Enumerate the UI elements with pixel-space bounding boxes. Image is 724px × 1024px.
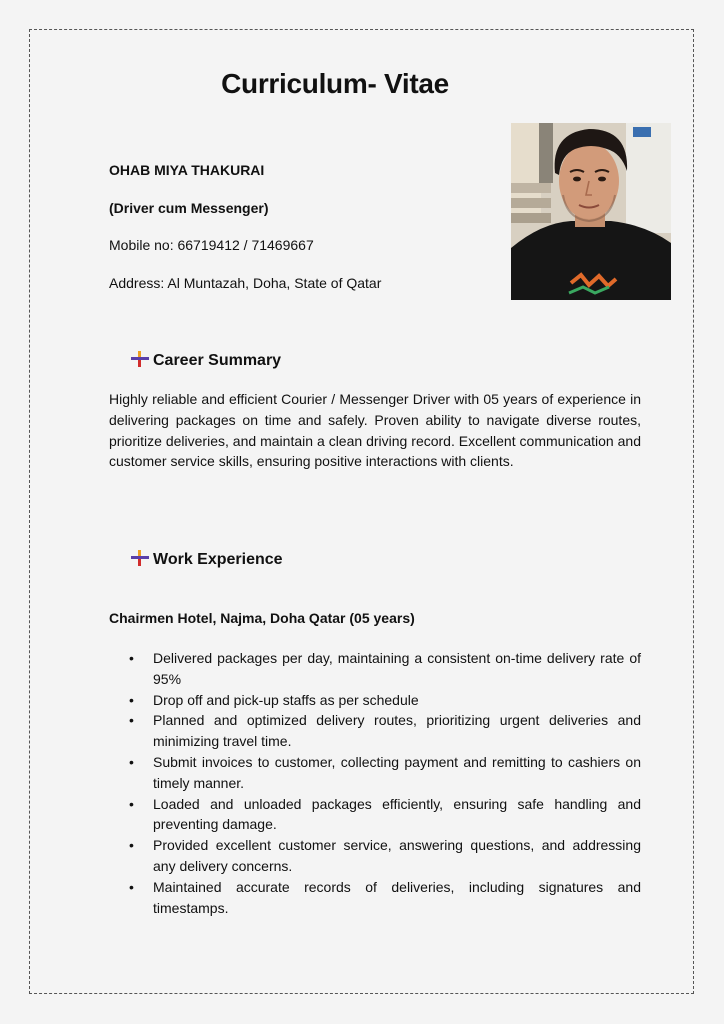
candidate-name: OHAB MIYA THAKURAI	[109, 162, 265, 178]
bullet-icon: •	[129, 795, 134, 812]
bullet-icon: •	[129, 712, 134, 729]
list-item: • Maintained accurate records of deliveries, including signatures and timestamps.	[129, 878, 641, 916]
career-summary-text: Highly reliable and efficient Courier / Messenger Driver with 05 years of experience in delivering packages on time and safely. Proven ability to navigate diverse routes, prioritize deliveries, and maintain a clean driving record. Excellent communication and customer service skills, ensuring positive interactions with clients.	[109, 391, 641, 470]
bullet-icon: •	[129, 691, 134, 708]
bullet-icon: •	[129, 650, 134, 666]
address: Address: Al Muntazah, Doha, State of Qatar	[109, 275, 382, 291]
star-cross-bullet-icon	[131, 351, 149, 367]
employer-name: Chairmen Hotel, Najma, Doha Qatar (05 years)	[109, 610, 415, 626]
document-title: Curriculum- Vitae	[221, 68, 449, 99]
list-item: • Planned and optimized delivery routes, prioritizing urgent deliveries and minimizing travel time.	[129, 712, 641, 750]
career-summary-heading	[131, 351, 281, 371]
list-item: • Provided excellent customer service, answering questions, and addressing any delivery concerns.	[129, 837, 641, 874]
bullet-icon: •	[129, 753, 134, 770]
bullet-icon: •	[129, 878, 134, 895]
list-item: • Delivered packages per day, maintaining a consistent on-time delivery rate of 95%	[129, 650, 641, 687]
candidate-role: (Driver cum Messenger)	[109, 200, 269, 216]
star-cross-bullet-icon	[131, 550, 149, 566]
profile-photo	[511, 123, 671, 300]
career-summary-heading-text: Career Summary	[153, 352, 282, 369]
list-item: • Loaded and unloaded packages efficiently, ensuring safe handling and preventing damage.	[129, 795, 641, 833]
list-item: • Drop off and pick-up staffs as per schedule	[109, 690, 641, 711]
list-item: • Submit invoices to customer, collecting payment and remitting to cashiers on timely manner.	[129, 753, 641, 791]
duties-list	[109, 648, 641, 918]
bullet-icon: •	[129, 837, 134, 854]
mobile-number: Mobile no: 66719412 / 71469667	[109, 237, 314, 253]
work-experience-heading	[131, 550, 283, 570]
work-experience-heading-text: Work Experience	[153, 551, 283, 568]
